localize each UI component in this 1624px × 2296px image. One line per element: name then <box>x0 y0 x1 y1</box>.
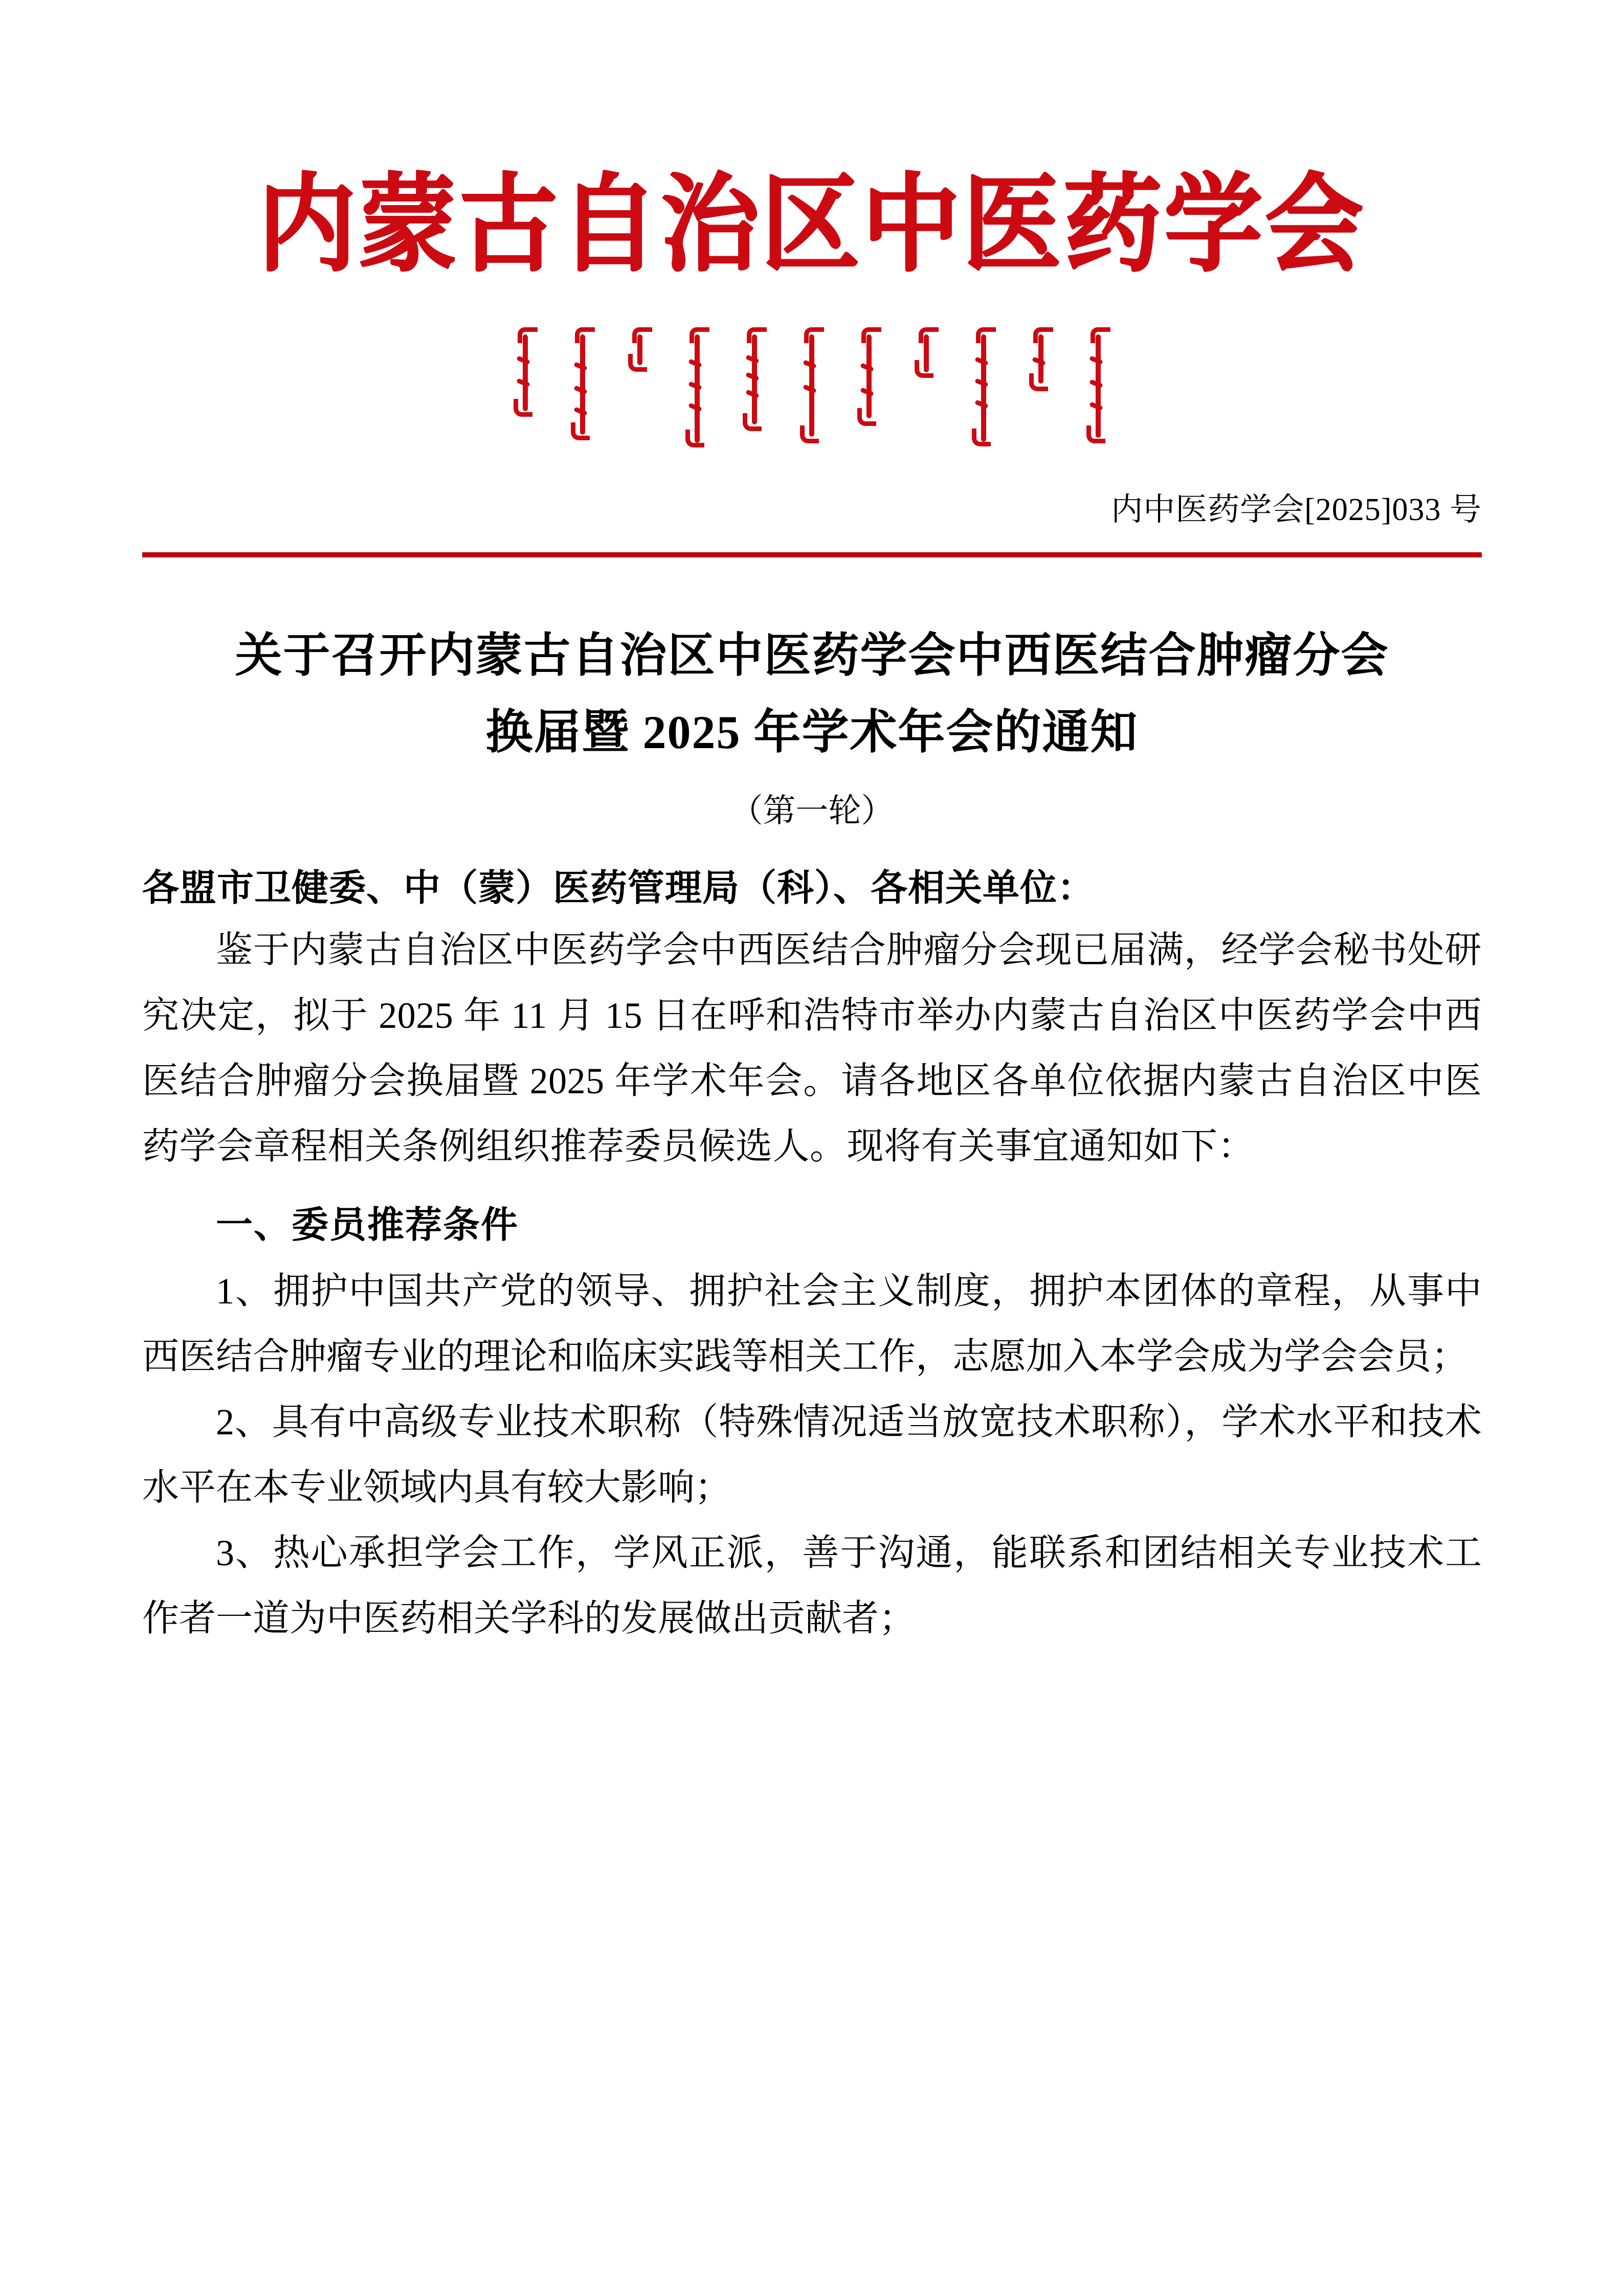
organization-title-chinese: 内蒙古自治区中医药学会 <box>258 166 1366 284</box>
document-body <box>0 618 1624 1651</box>
mongolian-word <box>917 327 937 381</box>
mongolian-word <box>516 327 536 414</box>
letterhead <box>0 0 1624 557</box>
section-1-item-3: 3、热心承担学会工作，学风正派，善于沟通，能联系和团结相关专业技术工作者一道为中医药相关学科的发展做出贡献者； <box>142 1533 1482 1639</box>
opening-paragraph: 鉴于内蒙古自治区中医药学会中西医结合肿瘤分会现已届满，经学会秘书处研究决定，拟于 2025 年 11 月 15 日在呼和浩特市举办内蒙古自治区中医药学会中西医结合肿瘤分会换届暨 2025 年学术年会。请各地区各单位依据内蒙古自治区中医药学会章程相关条例组织推荐委员候选人。现将有关事宜通知如下： <box>142 929 1482 1167</box>
mongolian-word <box>745 327 765 430</box>
section-1-item-2: 2、具有中高级专业技术职称（特殊情况适当放宽技术职称），学术水平和技术水平在本专业领域内具有较大影响； <box>142 1401 1482 1508</box>
document-round-label: （第一轮） <box>730 792 894 829</box>
mongolian-word <box>687 327 708 445</box>
mongolian-word <box>630 327 651 373</box>
mongolian-word <box>1031 327 1052 393</box>
salutation: 各盟市卫健委、中（蒙）医药管理局（科）、各相关单位： <box>142 868 1095 909</box>
document-title-line-2: 换届暨 2025 年学术年会的通知 <box>485 706 1139 758</box>
mongolian-word <box>802 327 822 442</box>
document-title-line-1: 关于召开内蒙古自治区中医药学会中西医结合肿瘤分会 <box>235 629 1389 682</box>
red-divider-rule <box>142 552 1482 557</box>
section-1-item-1: 1、拥护中国共产党的领导、拥护社会主义制度，拥护本团体的章程，从事中西医结合肿瘤专业的理论和临床实践等相关工作，志愿加入本学会成为学会会员； <box>142 1270 1482 1377</box>
mongolian-word <box>1088 327 1109 442</box>
section-heading-1: 一、委员推荐条件 <box>216 1205 519 1246</box>
document-number: 内中医药学会[2025]033 号 <box>1111 492 1482 528</box>
mongolian-word <box>859 327 880 424</box>
mongolian-word <box>573 327 593 437</box>
organization-title-mongolian <box>0 327 1624 445</box>
mongolian-word <box>974 327 994 447</box>
document-title <box>142 618 1482 770</box>
document-number-row <box>0 494 1624 526</box>
